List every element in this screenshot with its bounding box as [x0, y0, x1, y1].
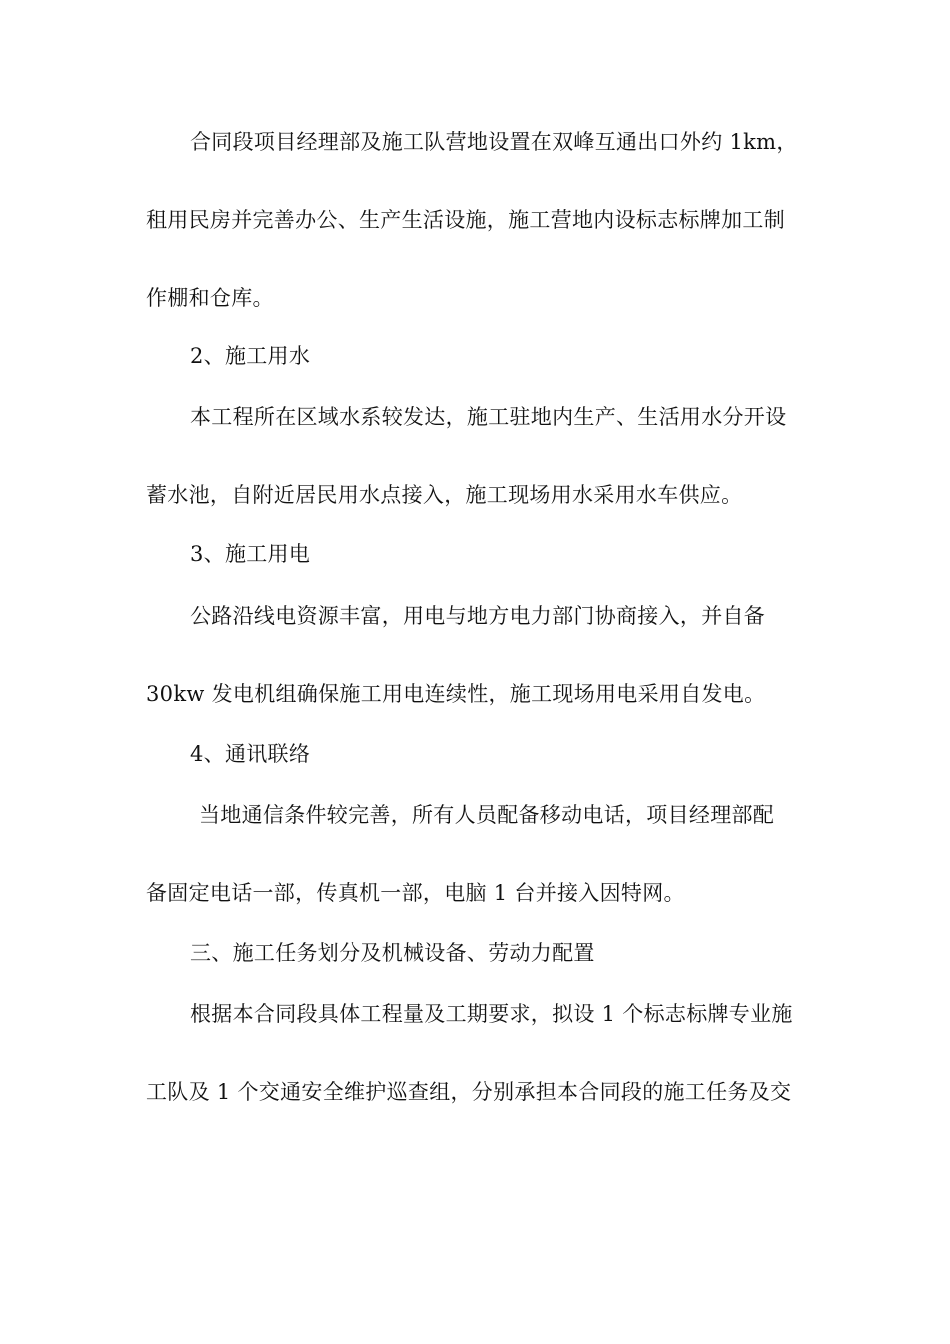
paragraph-line: 租用民房并完善办公、生产生活设施，施工营地内设标志标牌加工制 — [146, 208, 785, 232]
paragraph-line: 当地通信条件较完善，所有人员配备移动电话，项目经理部配 — [199, 803, 775, 827]
section-heading: 三、施工任务划分及机械设备、劳动力配置 — [190, 941, 595, 965]
paragraph-line: 蓄水池，自附近居民用水点接入，施工现场用水采用水车供应。 — [146, 483, 743, 507]
paragraph-line: 备固定电话一部，传真机一部，电脑 1 台并接入因特网。 — [146, 881, 685, 905]
paragraph-line: 作棚和仓库。 — [146, 286, 274, 310]
paragraph-line: 本工程所在区域水系较发达，施工驻地内生产、生活用水分开设 — [190, 405, 787, 429]
section-heading: 3、施工用电 — [190, 542, 311, 566]
paragraph-line: 工队及 1 个交通安全维护巡查组，分别承担本合同段的施工任务及交 — [146, 1080, 792, 1104]
section-heading: 4、通讯联络 — [190, 742, 311, 766]
paragraph-line: 根据本合同段具体工程量及工期要求，拟设 1 个标志标牌专业施 — [190, 1002, 793, 1026]
paragraph-line: 公路沿线电资源丰富，用电与地方电力部门协商接入，并自备 — [190, 604, 766, 628]
paragraph-line: 30kw 发电机组确保施工用电连续性，施工现场用电采用自发电。 — [146, 682, 766, 706]
paragraph-line: 合同段项目经理部及施工队营地设置在双峰互通出口外约 1km， — [190, 130, 798, 154]
section-heading: 2、施工用水 — [190, 344, 311, 368]
